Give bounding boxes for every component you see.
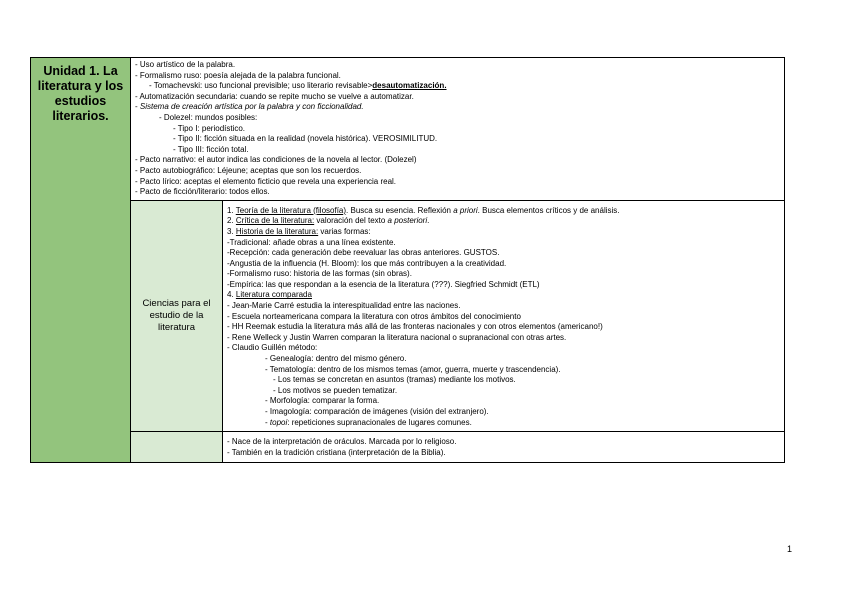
note-text: - Tipo I: periodístico. bbox=[173, 123, 246, 133]
note-text: -Tradicional: añade obras a una línea existente. bbox=[227, 237, 396, 247]
note-text: - Escuela norteamericana compara la literatura con otros ámbitos del conocimiento bbox=[227, 311, 521, 321]
note-text: - Los temas se concretan en asuntos (tramas) mediante los motivos. bbox=[273, 375, 516, 385]
note-line bbox=[135, 102, 780, 113]
note-line bbox=[227, 365, 780, 376]
note-text: -Empírica: las que respondan a la esencia de la literatura (???). Siegfried Schmidt (ETL) bbox=[227, 279, 540, 289]
note-line bbox=[135, 166, 780, 177]
note-line bbox=[135, 187, 780, 198]
note-line bbox=[135, 134, 780, 145]
note-text: - Tipo III: ficción total. bbox=[173, 144, 249, 154]
note-text: - También en la tradición cristiana (interpretación de la Biblia). bbox=[227, 447, 446, 457]
note-line bbox=[227, 227, 780, 238]
section-row-2 bbox=[31, 200, 785, 431]
unit-cell bbox=[31, 58, 131, 463]
note-line bbox=[227, 448, 780, 459]
note-text: desautomatización. bbox=[372, 81, 447, 91]
section2-label: Ciencias para el estudio de la literatura bbox=[142, 297, 211, 333]
note-text: topoi bbox=[269, 417, 288, 427]
note-text: - Jean-Marie Carré estudia la interespitualidad entre las naciones. bbox=[227, 301, 461, 311]
section3-content bbox=[223, 432, 784, 462]
note-line bbox=[227, 386, 780, 397]
notes-table bbox=[30, 57, 785, 463]
section2-content bbox=[223, 201, 784, 431]
note-text: - Nace de la interpretación de oráculos. Marcada por lo religioso. bbox=[227, 437, 457, 447]
note-text: valoración del texto bbox=[314, 216, 388, 226]
section2-label-cell bbox=[131, 200, 223, 431]
note-text: - Automatización secundaria: cuando se repite mucho se vuelve a automatizar. bbox=[135, 91, 414, 101]
note-text: - HH Reemak estudia la literatura más allá de las fronteras nacionales y con otros elementos (americano!) bbox=[227, 322, 603, 332]
note-text: Crítica de la literatura: bbox=[235, 216, 315, 226]
note-line bbox=[227, 333, 780, 344]
note-line bbox=[135, 124, 780, 135]
note-text: - Uso artístico de la palabra. bbox=[135, 60, 236, 69]
note-text: Literatura comparada bbox=[235, 290, 312, 300]
note-text: - Formalismo ruso: poesía alejada de la palabra funcional. bbox=[135, 70, 341, 80]
note-line bbox=[227, 216, 780, 227]
note-line bbox=[135, 145, 780, 156]
note-line bbox=[135, 177, 780, 188]
note-text: - Los motivos se pueden tematizar. bbox=[273, 385, 398, 395]
note-text: - Dolezel: mundos posibles: bbox=[159, 112, 258, 122]
note-text: -Formalismo ruso: historia de las formas (sin obras). bbox=[227, 269, 412, 279]
note-text: Teoría de la literatura (filosofía) bbox=[235, 205, 347, 215]
section1-cell bbox=[131, 58, 785, 201]
note-text: - Pacto lírico: aceptas el elemento ficticio que revela una experiencia real. bbox=[135, 176, 397, 186]
note-line bbox=[227, 259, 780, 270]
note-text: a priori bbox=[453, 205, 478, 215]
note-text: 3. bbox=[227, 226, 236, 236]
note-text: - bbox=[135, 102, 140, 112]
note-line bbox=[135, 92, 780, 103]
note-text: - bbox=[265, 417, 270, 427]
note-text: - Tematología: dentro de los mismos temas (amor, guerra, muerte y trascendencia). bbox=[265, 364, 561, 374]
note-text: 4. bbox=[227, 290, 236, 300]
note-text: varias formas: bbox=[318, 226, 371, 236]
note-text: - Genealogía: dentro del mismo género. bbox=[265, 354, 407, 364]
note-text: -Angustia de la influencia (H. Bloom): los que más contribuyen a la creatividad. bbox=[227, 258, 507, 268]
note-text: - Pacto narrativo: el autor indica las condiciones de la novela al lector. (Dolezel) bbox=[135, 155, 417, 165]
note-line bbox=[227, 322, 780, 333]
note-line bbox=[227, 280, 780, 291]
note-line bbox=[135, 71, 780, 82]
note-line bbox=[227, 269, 780, 280]
note-text: . Busca su esencia. Reflexión bbox=[346, 205, 454, 215]
note-text: - Tipo II: ficción situada en la realidad (novela histórica). VEROSIMILITUD. bbox=[173, 134, 438, 144]
note-text: a posteriori bbox=[387, 216, 428, 226]
section3-cell bbox=[223, 432, 785, 463]
section3-label-cell bbox=[131, 432, 223, 463]
note-line bbox=[227, 437, 780, 448]
note-text: - Pacto de ficción/literario: todos ellos. bbox=[135, 187, 270, 197]
note-line bbox=[227, 206, 780, 217]
note-line bbox=[227, 418, 780, 429]
section1-content bbox=[131, 58, 784, 200]
note-text: . bbox=[427, 216, 430, 226]
note-text: Historia de la literatura: bbox=[235, 226, 319, 236]
note-line bbox=[227, 354, 780, 365]
note-text: - Rene Welleck y Justin Warren comparan la literatura nacional o supranacional con otras artes. bbox=[227, 332, 567, 342]
page-number: 1 bbox=[786, 544, 792, 554]
section2-cell bbox=[223, 200, 785, 431]
note-line bbox=[227, 248, 780, 259]
note-line bbox=[227, 301, 780, 312]
note-text: : repeticiones supranacionales de lugares comunes. bbox=[287, 417, 472, 427]
note-text: -Recepción: cada generación debe reevaluar las obras anteriores. GUSTOS. bbox=[227, 248, 500, 258]
note-line bbox=[227, 238, 780, 249]
note-text: - Claudio Guillén método: bbox=[227, 343, 318, 353]
note-line bbox=[227, 407, 780, 418]
section-row-1 bbox=[31, 58, 785, 201]
note-line bbox=[135, 60, 780, 71]
unit-title: Unidad 1. La literatura y los estudios literarios. bbox=[37, 64, 124, 123]
note-line bbox=[135, 155, 780, 166]
note-line bbox=[227, 312, 780, 323]
note-text: - Pacto autobiográfico: Léjeune; aceptas que son los recuerdos. bbox=[135, 165, 362, 175]
note-text: - Morfología: comparar la forma. bbox=[265, 396, 380, 406]
note-line bbox=[135, 81, 780, 92]
note-text: 2. bbox=[227, 216, 236, 226]
note-line bbox=[227, 343, 780, 354]
section-row-3 bbox=[31, 432, 785, 463]
note-text: - Tomachevski: uso funcional previsible; uso literario revisable> bbox=[149, 81, 373, 91]
note-text: Sistema de creación artística por la palabra y con ficcionalidad. bbox=[139, 102, 364, 112]
note-text: - Imagología: comparación de imágenes (visión del extranjero). bbox=[265, 407, 489, 416]
note-line bbox=[227, 396, 780, 407]
note-text: 1. bbox=[227, 205, 236, 215]
note-line bbox=[227, 290, 780, 301]
note-line bbox=[227, 375, 780, 386]
note-text: . Busca elementos críticos y de análisis. bbox=[477, 205, 620, 215]
note-line bbox=[135, 113, 780, 124]
